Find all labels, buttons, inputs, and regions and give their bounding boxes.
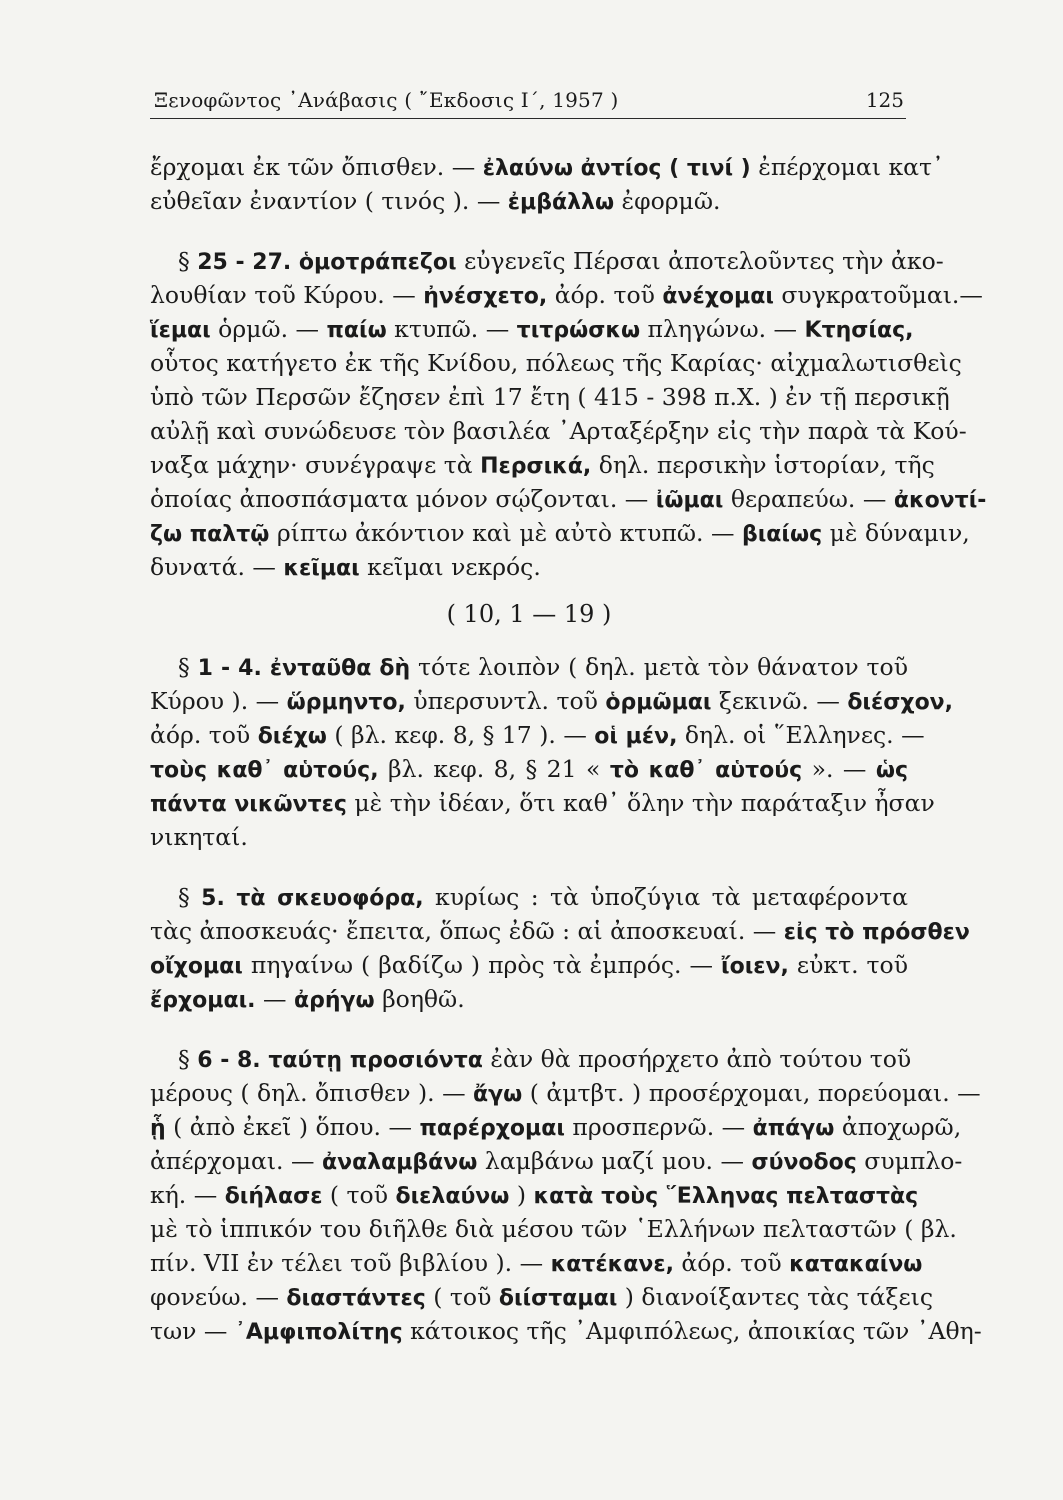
text-line: ἵεμαι ὁρμῶ. — παίω κτυπῶ. — τιτρώσκω πληγώνω. — Κτησίας, bbox=[150, 315, 914, 343]
lemma-term: 25 - 27. ὁμοτράπεζοι bbox=[197, 250, 457, 275]
lemma-term: διίσταμαι bbox=[498, 1286, 618, 1311]
text-line: ὑπὸ τῶν Περσῶν ἔζησεν ἐπὶ 17 ἔτη ( 415 - 398 π.Χ. ) ἐν τῇ περσικῇ bbox=[150, 383, 950, 411]
page-header bbox=[150, 84, 906, 119]
lemma-term: εἰς τὸ πρόσθεν bbox=[783, 920, 970, 945]
text-line: Κύρου ). — ὥρμηντο, ὑπερσυντλ. τοῦ ὁρμῶμαι ξεκινῶ. — διέσχον, bbox=[150, 687, 954, 715]
text-line: ναξα μάχην· συνέγραψε τὰ Περσικά, δηλ. περσικὴν ἱστορίαν, τῆς bbox=[150, 451, 935, 479]
lemma-term: διέσχον, bbox=[847, 690, 954, 715]
paragraph-gap bbox=[150, 1016, 908, 1042]
text-line: μὲ τὸ ἱππικόν του διῆλθε διὰ μέσου τῶν ῾Ελλήνων πελταστῶν ( βλ. bbox=[150, 1215, 957, 1243]
lemma-term: 1 - 4. ἐνταῦθα δὴ bbox=[197, 656, 411, 681]
lemma-term: τιτρώσκω bbox=[516, 318, 641, 343]
lemma-term: βιαίως bbox=[741, 522, 823, 547]
text-line: κή. — διήλασε ( τοῦ διελαύνω ) κατὰ τοὺς ῞Ελληνας πελταστὰς bbox=[150, 1181, 919, 1209]
lemma-term: ἀπάγω bbox=[752, 1116, 835, 1141]
text-line: ἔρχομαι. — ἀρήγω βοηθῶ. bbox=[150, 985, 465, 1013]
lemma-term: παίω bbox=[326, 318, 387, 343]
lemma-term: ᾗ bbox=[150, 1116, 166, 1141]
lemma-term: πάντα νικῶντες bbox=[150, 792, 347, 817]
text-line: τοὺς καθ᾽ αὑτούς, βλ. κεφ. 8, § 21 « τὸ καθ᾽ αὑτούς ». — ὡς bbox=[150, 755, 909, 783]
lemma-term: 6 - 8. ταύτῃ προσιόντα bbox=[197, 1048, 483, 1073]
lemma-term: διήλασε bbox=[224, 1184, 323, 1209]
lemma-term: κατακαίνω bbox=[789, 1252, 923, 1277]
lemma-term: κατέκανε, bbox=[550, 1252, 674, 1277]
lemma-term: ὥρμηντο, bbox=[286, 690, 406, 715]
lemma-term: Περσικά, bbox=[480, 454, 592, 479]
lemma-term: ᾿Αμφιπολίτης bbox=[234, 1320, 403, 1345]
text-line: φονεύω. — διαστάντες ( τοῦ διίσταμαι ) διανοίξαντες τὰς τάξεις bbox=[150, 1283, 934, 1311]
text-line: λουθίαν τοῦ Κύρου. — ἠνέσχετο, ἀόρ. τοῦ ἀνέχομαι συγκρατοῦμαι.— bbox=[150, 281, 983, 309]
text-line: ὁποίας ἀποσπάσματα μόνον σῴζονται. — ἰῶμαι θεραπεύω. — ἀκοντί- bbox=[150, 485, 987, 513]
text-line: ἔρχομαι ἐκ τῶν ὄπισθεν. — ἐλαύνω ἀντίος ( τινί ) ἐπέρχομαι κατ᾽ bbox=[150, 153, 944, 181]
lemma-term: ἄγω bbox=[473, 1082, 523, 1107]
lemma-term: ἐλαύνω ἀντίος ( τινί ) bbox=[482, 156, 751, 181]
lemma-term: κατὰ τοὺς ῞Ελληνας πελταστὰς bbox=[533, 1184, 919, 1209]
lemma-term: 5. τὰ σκευοφόρα, bbox=[201, 886, 424, 911]
text-line: § 1 - 4. ἐνταῦθα δὴ τότε λοιπὸν ( δηλ. μετὰ τὸν θάνατον τοῦ bbox=[178, 653, 908, 681]
lemma-term: ἵεμαι bbox=[150, 318, 211, 343]
lemma-term: ἔρχομαι. bbox=[150, 988, 256, 1013]
paragraph-gap bbox=[150, 854, 908, 880]
section-heading: ( 10, 1 — 19 ) bbox=[446, 600, 612, 628]
lemma-term: ἀκοντί- bbox=[893, 488, 987, 513]
text-line: ᾗ ( ἀπὸ ἐκεῖ ) ὅπου. — παρέρχομαι προσπερνῶ. — ἀπάγω ἀποχωρῶ, bbox=[150, 1113, 962, 1141]
lemma-term: ὡς bbox=[875, 758, 909, 783]
lemma-term: Κτησίας, bbox=[804, 318, 914, 343]
lemma-term: διέχω bbox=[257, 724, 327, 749]
lemma-term: ζω παλτῷ bbox=[150, 522, 270, 547]
lemma-term: ἐμβάλλω bbox=[507, 190, 615, 215]
text-line: πάντα νικῶντες μὲ τὴν ἰδέαν, ὅτι καθ᾽ ὅλην τὴν παράταξιν ἦσαν bbox=[150, 789, 935, 817]
lemma-term: ὁρμῶμαι bbox=[605, 690, 712, 715]
lemma-term: τοὺς καθ᾽ αὑτούς, bbox=[150, 758, 379, 783]
text-line: των — ᾿Αμφιπολίτης κάτοικος τῆς ᾿Αμφιπόλεως, ἀποικίας τῶν ᾿Αθη- bbox=[150, 1317, 982, 1345]
lemma-term: διαστάντες bbox=[286, 1286, 426, 1311]
running-title: Ξενοφῶντος ᾿Ανάβασις ( ῎Εκδοσις Ι΄, 1957 ) bbox=[154, 88, 619, 112]
text-line: § 5. τὰ σκευοφόρα, κυρίως : τὰ ὑποζύγια τὰ μεταφέροντα bbox=[178, 883, 908, 911]
lemma-term: ἴοιεν, bbox=[721, 954, 789, 979]
commentary-body bbox=[150, 150, 987, 1348]
text-line: § 25 - 27. ὁμοτράπεζοι εὐγενεῖς Πέρσαι ἀποτελοῦντες τὴν ἀκο- bbox=[178, 247, 944, 275]
text-line: ζω παλτῷ ρίπτω ἀκόντιον καὶ μὲ αὐτὸ κτυπῶ. — βιαίως μὲ δύναμιν, bbox=[150, 519, 970, 547]
text-line: δυνατά. — κεῖμαι κεῖμαι νεκρός. bbox=[150, 553, 541, 581]
page-number: 125 bbox=[865, 88, 904, 112]
text-line: εὐθεῖαν ἐναντίον ( τινός ). — ἐμβάλλω ἐφορμῶ. bbox=[150, 187, 721, 215]
lemma-term: διελαύνω bbox=[395, 1184, 510, 1209]
lemma-term: παρέρχομαι bbox=[419, 1116, 565, 1141]
paragraph-gap bbox=[150, 218, 908, 244]
text-line: ἀόρ. τοῦ διέχω ( βλ. κεφ. 8, § 17 ). — οἱ μέν, δηλ. οἱ ῞Ελληνες. — bbox=[150, 721, 925, 749]
lemma-term: ἠνέσχετο, bbox=[423, 284, 548, 309]
lemma-term: ἀνέχομαι bbox=[662, 284, 774, 309]
lemma-term: οἴχομαι bbox=[150, 954, 243, 979]
text-line: αὐλῇ καὶ συνώδευσε τὸν βασιλέα ᾿Αρταξέρξην εἰς τὴν παρὰ τὰ Κού- bbox=[150, 417, 967, 445]
lemma-term: κεῖμαι bbox=[283, 556, 360, 581]
lemma-term: τὸ καθ᾽ αὑτούς bbox=[609, 758, 803, 783]
text-line: μέρους ( δηλ. ὄπισθεν ). — ἄγω ( ἀμτβτ. ) προσέρχομαι, πορεύομαι. — bbox=[150, 1079, 981, 1107]
text-line: τὰς ἀποσκευάς· ἔπειτα, ὅπως ἐδῶ : αἱ ἀποσκευαί. — εἰς τὸ πρόσθεν bbox=[150, 917, 970, 945]
text-line: § 6 - 8. ταύτῃ προσιόντα ἐὰν θὰ προσήρχετο ἀπὸ τούτου τοῦ bbox=[178, 1045, 912, 1073]
lemma-term: οἱ μέν, bbox=[594, 724, 678, 749]
text-line: οὗτος κατήγετο ἐκ τῆς Κνίδου, πόλεως τῆς Καρίας· αἰχμαλωτισθεὶς bbox=[150, 349, 962, 377]
lemma-term: ἰῶμαι bbox=[655, 488, 724, 513]
lemma-term: ἀναλαμβάνω bbox=[321, 1150, 478, 1175]
text-line: ἀπέρχομαι. — ἀναλαμβάνω λαμβάνω μαζί μου. — σύνοδος συμπλο- bbox=[150, 1147, 963, 1175]
text-line: νικηταί. bbox=[150, 823, 248, 851]
text-line: οἴχομαι πηγαίνω ( βαδίζω ) πρὸς τὰ ἐμπρός. — ἴοιεν, εὐκτ. τοῦ bbox=[150, 951, 908, 979]
lemma-term: σύνοδος bbox=[751, 1150, 857, 1175]
text-line: πίν. VII ἐν τέλει τοῦ βιβλίου ). — κατέκανε, ἀόρ. τοῦ κατακαίνω bbox=[150, 1249, 923, 1277]
lemma-term: ἀρήγω bbox=[293, 988, 375, 1013]
